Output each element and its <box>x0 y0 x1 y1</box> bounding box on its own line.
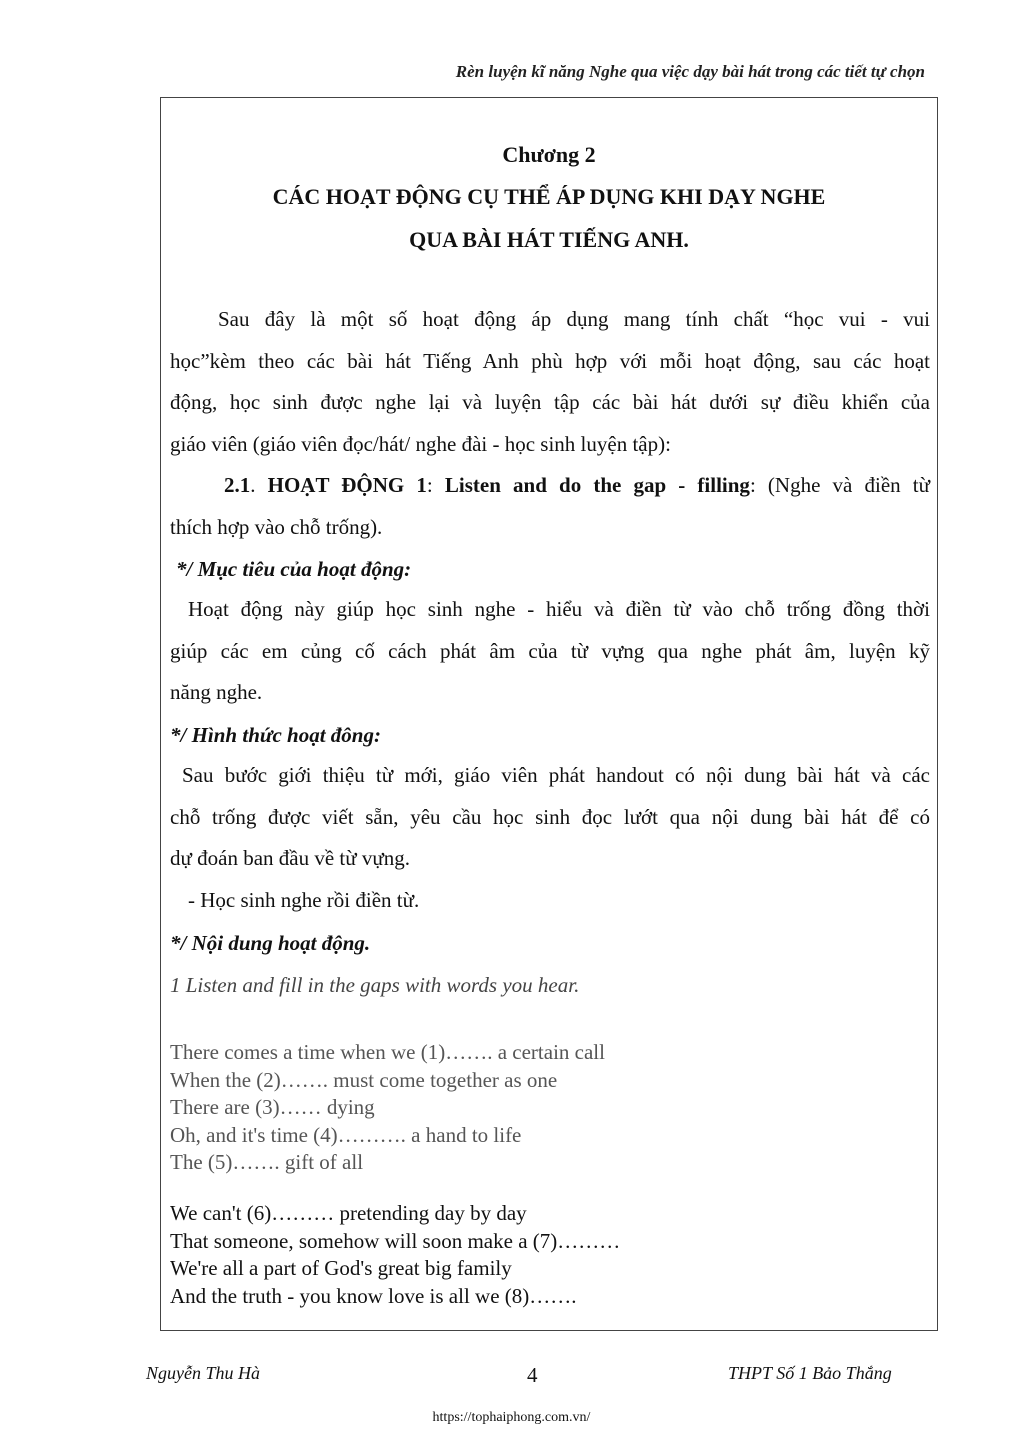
activity-sep: : <box>426 473 445 497</box>
lyric-line: We can't (6)……… pretending day by day <box>170 1201 527 1225</box>
goal-line: Hoạt động này giúp học sinh nghe - hiểu và điền từ vào chỗ trống đồng thời <box>188 597 930 621</box>
page-number: 4 <box>527 1363 538 1387</box>
lyric-line: The (5)……. gift of all <box>170 1150 364 1174</box>
form-heading: */ Hình thức hoạt đông: <box>170 723 381 747</box>
lyric-line: That someone, somehow will soon make a (7)……… <box>170 1228 621 1253</box>
activity-sep: . <box>250 473 268 497</box>
lyric-line: And the truth - you know love is all we (8)……. <box>170 1283 577 1308</box>
lyric-line: When the (2)……. must come together as one <box>170 1067 558 1092</box>
chapter-title-line2: QUA BÀI HÁT TIẾNG ANH. <box>409 227 689 252</box>
form-line: - Học sinh nghe rồi điền từ. <box>188 887 420 912</box>
lyric-line: There comes a time when we (1)……. a certain call <box>170 1040 605 1064</box>
footer-url-link[interactable]: https://tophaiphong.com.vn/ <box>432 1410 591 1425</box>
intro-line: giáo viên (giáo viên đọc/hát/ nghe đài - học sinh luyện tập): <box>170 431 671 456</box>
footer-author: Nguyễn Thu Hà <box>146 1363 260 1383</box>
intro-line: học”kèm theo các bài hát Tiếng Anh phù hợp với mỗi hoạt động, sau các hoạt <box>170 348 930 373</box>
content-frame <box>160 97 938 1331</box>
content-instruction: 1 Listen and fill in the gaps with words you hear. <box>170 973 580 997</box>
lyric-line: We're all a part of God's great big family <box>170 1256 512 1280</box>
form-line: chỗ trống được viết sẵn, yêu cầu học sinh đọc lướt qua nội dung bài hát để có <box>170 804 930 829</box>
footer-school: THPT Số 1 Bảo Thắng <box>728 1363 892 1383</box>
lyrics-verse-2 <box>170 1200 620 1310</box>
running-header: Rèn luyện kĩ năng Nghe qua việc dạy bài hát trong các tiết tự chọn <box>455 62 925 81</box>
goal-paragraph <box>170 589 930 714</box>
lyric-line: There are (3)…… dying <box>170 1095 375 1119</box>
chapter-number: Chương 2 <box>502 142 596 167</box>
goal-heading: */ Mục tiêu của hoạt động: <box>176 557 412 581</box>
form-line: Sau bước giới thiệu từ mới, giáo viên phát handout có nội dung bài hát và các <box>182 763 930 787</box>
intro-line: Sau đây là một số hoạt động áp dụng mang tính chất “học vui - vui <box>218 307 930 331</box>
goal-line: năng nghe. <box>170 680 263 704</box>
lyrics-verse-1 <box>170 1039 605 1177</box>
activity-desc: : (Nghe và điền từ <box>749 473 930 497</box>
activity-number: 2.1 <box>224 473 251 497</box>
content-heading: */ Nội dung hoạt động. <box>170 931 371 955</box>
intro-line: động, học sinh được nghe lại và luyện tập các bài hát dưới sự điều khiển của <box>170 390 930 414</box>
activity-label: HOẠT ĐỘNG 1 <box>267 473 427 497</box>
chapter-title-line1: CÁC HOẠT ĐỘNG CỤ THỂ ÁP DỤNG KHI DẠY NGHE <box>272 184 826 209</box>
form-line: dự đoán ban đầu về từ vựng. <box>170 846 411 870</box>
lyric-line: Oh, and it's time (4)………. a hand to life <box>170 1122 522 1147</box>
goal-line: giúp các em củng cố cách phát âm của từ vựng qua nghe phát âm, luyện kỹ <box>170 638 930 663</box>
activity-paragraph <box>170 465 930 548</box>
form-paragraph <box>170 755 930 921</box>
activity-name: Listen and do the gap - filling <box>444 473 750 497</box>
activity-line: thích hợp vào chỗ trống). <box>170 514 383 539</box>
intro-paragraph <box>170 299 930 465</box>
activity-heading-line <box>170 465 930 507</box>
